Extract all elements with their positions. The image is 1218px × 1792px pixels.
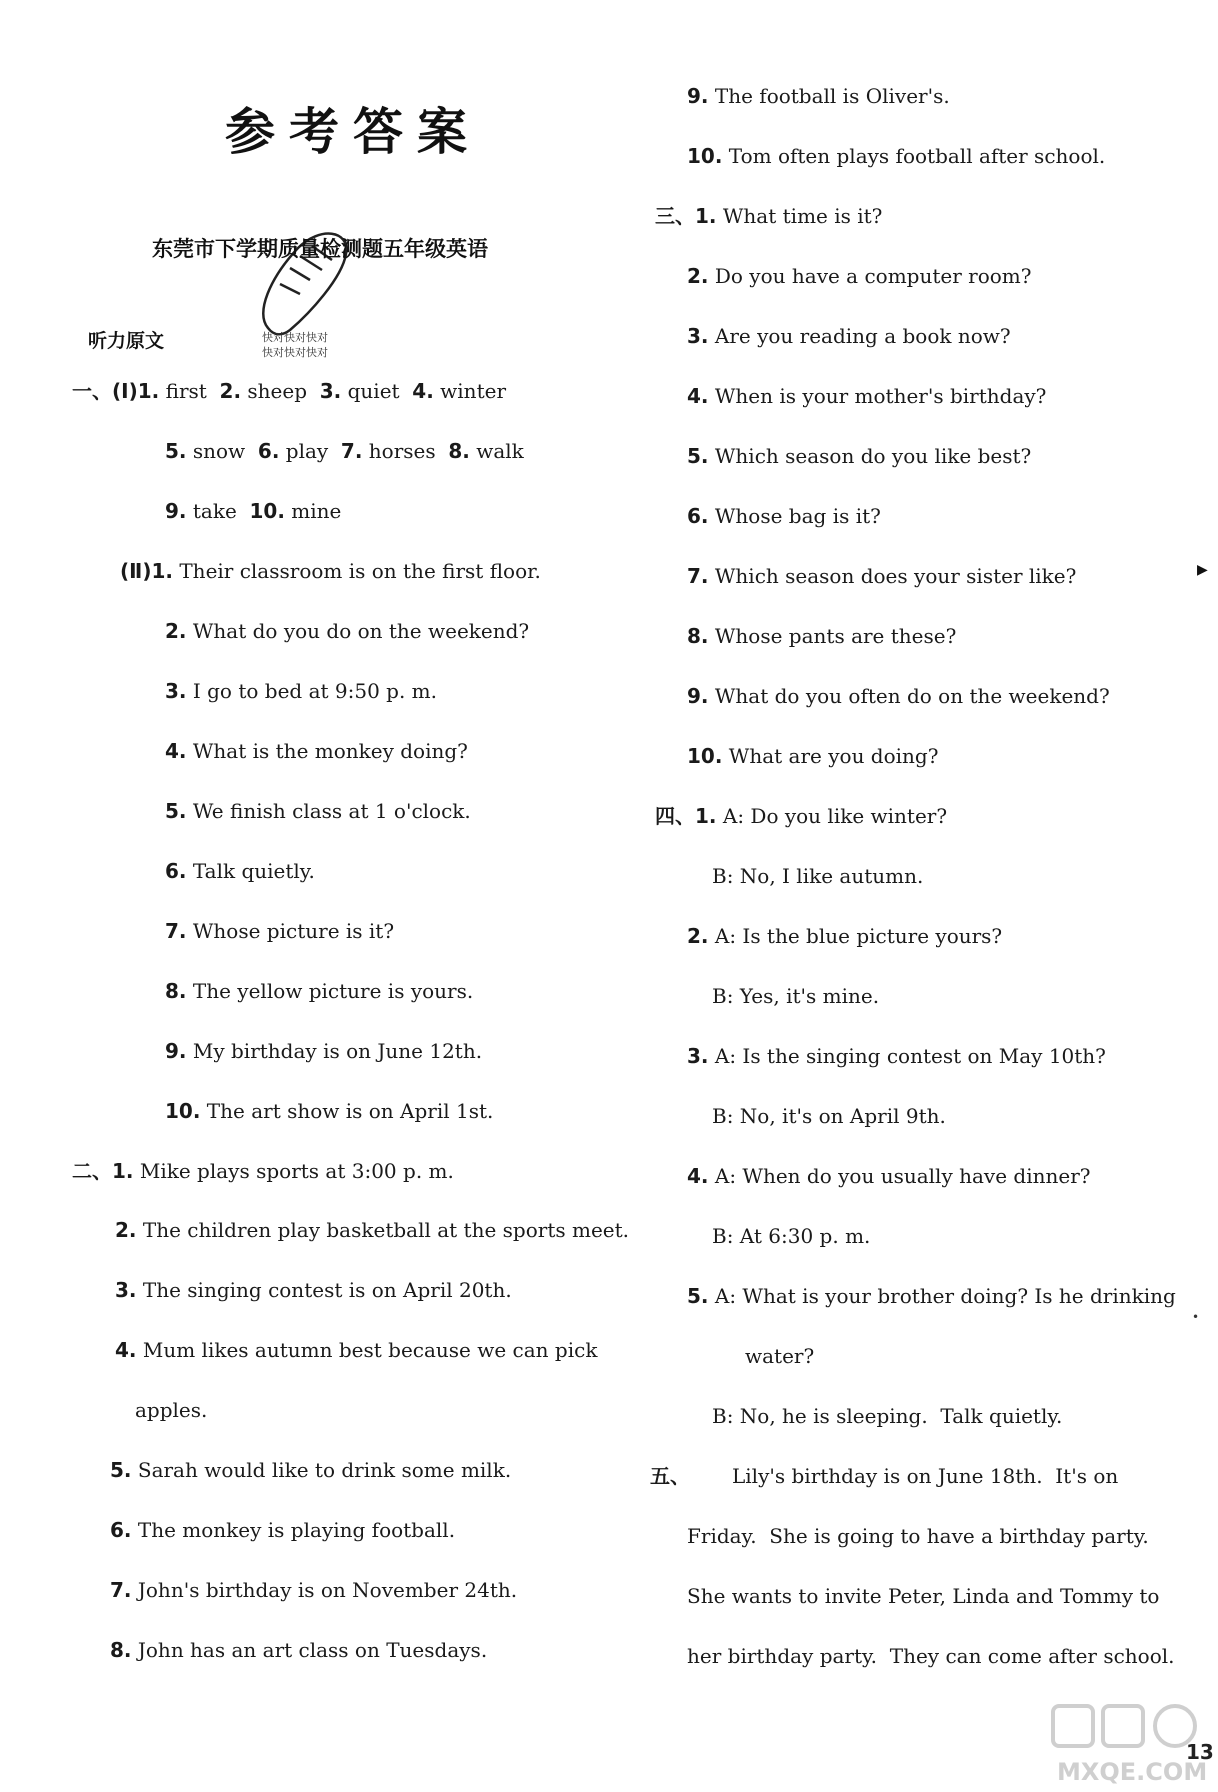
right-line	[687, 1524, 1149, 1548]
right-line	[687, 84, 950, 108]
right-line	[687, 624, 956, 648]
right-line	[687, 744, 938, 768]
item-text: snow	[186, 439, 258, 463]
left-line	[110, 1578, 517, 1602]
right-line	[712, 1104, 946, 1128]
item-number: 10.	[687, 144, 723, 168]
item-text: winter	[433, 379, 506, 403]
right-line	[745, 1344, 814, 1368]
item-text: She wants to invite Peter, Linda and Tommy to	[687, 1584, 1160, 1608]
item-text: The football is Oliver's.	[708, 84, 950, 108]
item-number: 2.	[219, 379, 242, 403]
left-line	[165, 499, 341, 523]
item-number: 3.	[319, 379, 342, 403]
item-text: B: No, I like autumn.	[712, 864, 924, 888]
item-number: 4.	[412, 379, 434, 403]
item-text: Do you have a computer room?	[708, 264, 1032, 288]
item-number: 6.	[110, 1518, 132, 1542]
item-text: What time is it?	[716, 204, 883, 228]
item-number: 10.	[687, 744, 723, 768]
item-text: The monkey is playing football.	[131, 1518, 456, 1542]
right-line	[687, 264, 1031, 288]
left-line	[110, 1638, 487, 1662]
item-text: A: Is the singing contest on May 10th?	[708, 1044, 1106, 1068]
item-text: mine	[284, 499, 342, 523]
question-section-mark: 四、	[655, 804, 695, 828]
item-text: B: No, he is sleeping. Talk quietly.	[712, 1404, 1063, 1428]
item-number: 7.	[340, 439, 363, 463]
item-number: 3.	[687, 1044, 709, 1068]
left-line	[165, 859, 315, 883]
question-section-mark: 二、	[72, 1159, 112, 1183]
item-text: What is the monkey doing?	[186, 739, 468, 763]
item-text: Lily's birthday is on June 18th. It's on	[732, 1464, 1119, 1488]
item-text: Which season do you like best?	[708, 444, 1032, 468]
item-text: Talk quietly.	[186, 859, 315, 883]
item-text: What do you do on the weekend?	[186, 619, 530, 643]
left-line	[110, 1458, 511, 1482]
item-text: John has an art class on Tuesdays.	[131, 1638, 488, 1662]
item-number: 9.	[687, 684, 709, 708]
left-line	[120, 559, 541, 583]
item-number: 5.	[110, 1458, 132, 1482]
right-line	[687, 1164, 1090, 1188]
left-line	[165, 679, 437, 703]
section-label: 听力原文	[88, 330, 165, 352]
left-line	[165, 919, 394, 943]
item-number: 6.	[165, 859, 187, 883]
right-line	[655, 204, 882, 228]
item-number: 1.	[112, 1159, 134, 1183]
right-line	[650, 1464, 1165, 1488]
item-text: sheep	[241, 379, 320, 403]
left-line	[165, 619, 529, 643]
item-number: 7.	[687, 564, 709, 588]
left-line	[165, 439, 524, 463]
arrow-marker-icon: ▶	[1197, 562, 1208, 578]
item-text: When is your mother's birthday?	[708, 384, 1047, 408]
item-text: walk	[469, 439, 524, 463]
item-text: What are you doing?	[722, 744, 939, 768]
item-text: I go to bed at 9:50 p. m.	[186, 679, 437, 703]
item-number: 10.	[165, 1099, 201, 1123]
item-number: 8.	[448, 439, 470, 463]
left-line	[72, 379, 506, 403]
left-line	[165, 1039, 482, 1063]
item-text: My birthday is on June 12th.	[186, 1039, 483, 1063]
item-text: The children play basketball at the sports meet.	[136, 1218, 630, 1242]
page-title: 参考答案	[225, 102, 481, 161]
item-text: A: Is the blue picture yours?	[708, 924, 1003, 948]
item-number: 8.	[165, 979, 187, 1003]
item-number: 9.	[687, 84, 709, 108]
watermark-text-1: 快对快对快对	[262, 331, 328, 344]
left-line	[115, 1218, 629, 1242]
right-line	[712, 864, 923, 888]
right-line	[687, 1644, 1175, 1668]
item-text: Mike plays sports at 3:00 p. m.	[133, 1159, 454, 1183]
item-text: Mum likes autumn best because we can pick	[136, 1338, 598, 1362]
item-number: 4.	[115, 1338, 137, 1362]
right-line	[687, 324, 1011, 348]
item-number: 5.	[687, 1284, 709, 1308]
item-number: 3.	[687, 324, 709, 348]
item-number: 3.	[165, 679, 187, 703]
item-number: 5.	[165, 799, 187, 823]
item-text: Which season does your sister like?	[708, 564, 1077, 588]
item-number: 2.	[165, 619, 187, 643]
item-text: first	[159, 379, 220, 403]
item-number: 2.	[687, 924, 709, 948]
item-number: 7.	[110, 1578, 132, 1602]
item-text: quiet	[341, 379, 413, 403]
item-number: 8.	[110, 1638, 132, 1662]
right-line	[687, 924, 1002, 948]
item-number: 1.	[137, 379, 160, 403]
item-text: B: At 6:30 p. m.	[712, 1224, 871, 1248]
item-number: 6.	[687, 504, 709, 528]
item-number: 1.	[695, 804, 717, 828]
left-line	[165, 739, 468, 763]
item-number: 2.	[687, 264, 709, 288]
question-section-mark: 五、	[650, 1464, 690, 1488]
item-text: John's birthday is on November 24th.	[131, 1578, 518, 1602]
right-line	[712, 1404, 1062, 1428]
left-line	[110, 1518, 455, 1542]
item-number: 5.	[687, 444, 709, 468]
item-number: 1.	[695, 204, 717, 228]
site-watermark-text: MXQE.COM	[1057, 1758, 1208, 1786]
right-line	[687, 1044, 1106, 1068]
watermark-text-2: 快对快对快对	[262, 346, 328, 359]
item-text: Are you reading a book now?	[708, 324, 1011, 348]
item-text: B: No, it's on April 9th.	[712, 1104, 946, 1128]
right-line	[687, 144, 1105, 168]
right-line	[687, 504, 881, 528]
right-line	[687, 1284, 1176, 1308]
right-line	[655, 804, 947, 828]
item-text: What do you often do on the weekend?	[708, 684, 1110, 708]
item-text: The singing contest is on April 20th.	[136, 1278, 512, 1302]
item-number: 10.	[249, 499, 285, 523]
left-line	[165, 799, 471, 823]
left-line	[165, 979, 473, 1003]
item-text: Whose bag is it?	[708, 504, 881, 528]
item-number: 8.	[687, 624, 709, 648]
item-number: 1.	[151, 559, 173, 583]
right-line	[687, 1584, 1159, 1608]
item-text: A: Do you like winter?	[716, 804, 948, 828]
right-line	[687, 444, 1031, 468]
item-text: The art show is on April 1st.	[200, 1099, 494, 1123]
left-line	[135, 1398, 207, 1422]
item-number: 3.	[115, 1278, 137, 1302]
item-number: 7.	[165, 919, 187, 943]
item-text: Sarah would like to drink some milk.	[131, 1458, 512, 1482]
item-text: Tom often plays football after school.	[722, 144, 1106, 168]
item-number: 9.	[165, 1039, 187, 1063]
item-text: B: Yes, it's mine.	[712, 984, 880, 1008]
item-number: 5.	[165, 439, 187, 463]
left-line	[115, 1338, 597, 1362]
item-text: water?	[745, 1344, 815, 1368]
item-number: 9.	[165, 499, 187, 523]
left-line	[165, 1099, 493, 1123]
right-line	[712, 1224, 870, 1248]
left-line	[115, 1278, 512, 1302]
item-text: We finish class at 1 o'clock.	[186, 799, 471, 823]
question-section-mark: 三、	[655, 204, 695, 228]
item-text: Whose pants are these?	[708, 624, 957, 648]
item-number: 2.	[115, 1218, 137, 1242]
right-line	[712, 984, 879, 1008]
item-text: The yellow picture is yours.	[186, 979, 474, 1003]
item-text: A: What is your brother doing? Is he drinking	[708, 1284, 1176, 1308]
right-line	[687, 564, 1076, 588]
item-text: take	[186, 499, 250, 523]
item-text: Whose picture is it?	[186, 919, 395, 943]
question-section-mark: 一、(Ⅰ)	[72, 379, 138, 403]
exam-subtitle: 东莞市下学期质量检测题五年级英语	[152, 237, 488, 261]
item-text: Their classroom is on the first floor.	[172, 559, 541, 583]
right-line	[687, 684, 1110, 708]
item-text: Friday. She is going to have a birthday party.	[687, 1524, 1149, 1548]
item-text: apples.	[135, 1398, 208, 1422]
item-text: play	[279, 439, 341, 463]
item-text: her birthday party. They can come after school.	[687, 1644, 1175, 1668]
item-number: 4.	[165, 739, 187, 763]
right-line	[687, 384, 1046, 408]
question-section-mark: (Ⅱ)	[120, 559, 152, 583]
margin-dot-icon: •	[1192, 1310, 1200, 1324]
page-number: 13	[1186, 1740, 1214, 1764]
left-line	[72, 1159, 454, 1183]
item-text: A: When do you usually have dinner?	[708, 1164, 1091, 1188]
item-number: 6.	[257, 439, 280, 463]
item-number: 4.	[687, 384, 709, 408]
item-text: horses	[362, 439, 449, 463]
item-number: 4.	[687, 1164, 709, 1188]
